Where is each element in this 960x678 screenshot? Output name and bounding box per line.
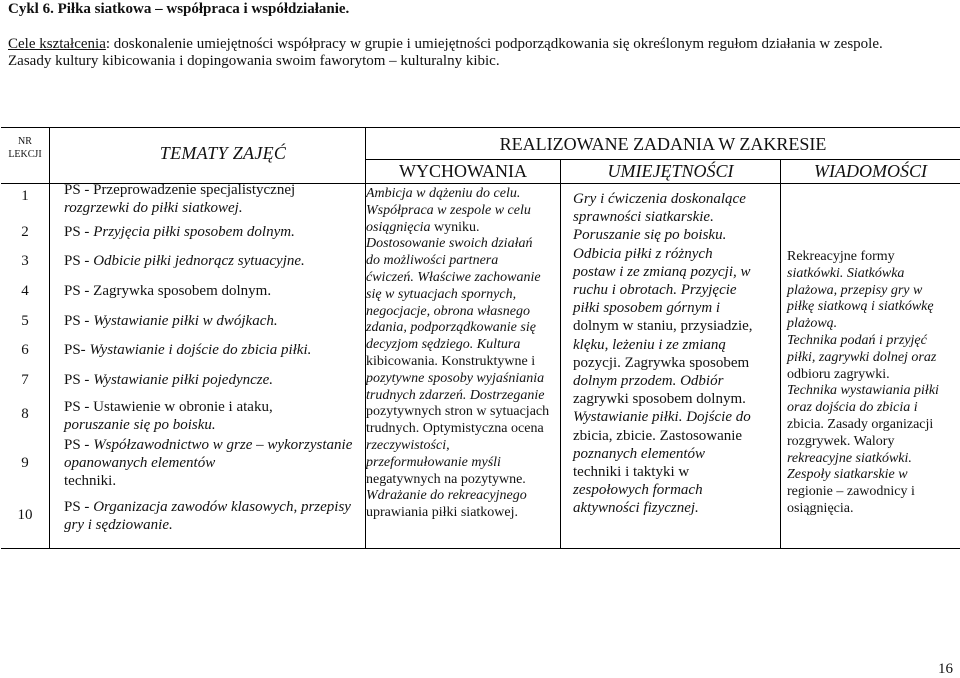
column-line [366,186,560,203]
column-text: klęku, leżeniu i ze zmianą [573,336,726,353]
lesson-number: 1 [21,188,29,204]
column-text: oraz dojścia do zbicia i [787,400,918,416]
column-line [787,467,959,484]
topic-text: rozgrzewki do piłki siatkowej. [64,200,243,216]
topic-text: PS - Przeprowadzenie specjalistycznej [64,182,296,198]
lesson-topic [64,252,358,270]
column-text: Ambicja w dążeniu do celu. [366,186,521,201]
column-text: postaw i ze zmianą pozycji, w [573,263,751,280]
lesson-number: 10 [17,507,33,523]
nr-column-divider [49,127,50,549]
column-text: trudnych zdarzeń. Dostrzeganie [366,387,545,403]
skills-header: UMIEJĘTNOŚCI [607,161,734,181]
column-text: pozycji. Zagrywka sposobem [573,354,750,371]
column-line [366,320,560,337]
lesson-topic [64,398,358,434]
column-line [366,337,560,354]
column-line [787,400,959,417]
column-text: sprawności siatkarskie. [573,209,714,226]
column-text: Rekreacyjne formy [787,249,895,264]
column-line [366,505,560,522]
topic-text: poruszanie się po boisku. [64,417,216,433]
column-line [787,316,959,333]
lesson-topic [64,223,358,241]
skills-column-text [573,190,780,518]
column-text: plażową. [787,316,838,332]
column-line [787,434,959,451]
column-text: Zespoły siatkarskie w [787,467,908,483]
column-line [787,417,959,434]
column-text: Wystawianie piłki. Dojście do [573,409,751,426]
nr-header-line1: NR [18,136,32,147]
column-line [573,299,780,317]
column-text: do możliwości partnera [366,253,499,269]
column-text: Poruszanie się po boisku. [573,227,727,244]
column-line [366,236,560,253]
column-line [366,354,560,371]
column-text: zdania, podporządkowanie się [366,320,536,336]
column-text: negatywnych na pozytywne. [366,471,526,487]
column-text: zbicia, zbicie. Zastosowanie [573,427,743,444]
column-text: Technika wystawiania piłki [787,383,939,399]
column-line [573,390,780,408]
topic-text: Wystawianie piłki w dwójkach. [93,313,278,329]
column-line [787,383,959,400]
column-line [573,481,780,499]
topic-text: PS - Ustawienie w obronie i ataku, [64,399,273,415]
topic-prefix: PS- [64,342,90,358]
column-line [573,263,780,281]
column-text: techniki i taktyki w [573,464,690,481]
topic-text: Przyjęcia piłki sposobem dolnym. [93,224,295,240]
column-line [366,203,560,220]
topic-prefix: PS - [64,313,94,329]
topic-text: Odbicie piłki jednorącz sytuacyjne. [93,253,305,269]
lesson-topic [64,498,358,534]
column-text: kibicowania. Konstruktywne i [366,353,536,369]
table-bottom-border [1,548,960,549]
column-text: Dostosowanie swoich działań [366,236,533,252]
column-line [366,253,560,270]
lesson-topic [64,181,358,217]
column-line [787,283,959,300]
topic-text: techniki. [64,473,117,489]
lesson-number: 2 [21,224,29,240]
column-text: piłki, zagrywki dolnej oraz [787,349,937,365]
page-number: 16 [938,661,953,677]
column-text: rzeczywistości, [366,437,450,453]
topic-text: Wystawianie piłki pojedyncze. [93,372,274,388]
cycle-title: Cykl 6. Piłka siatkowa – współpraca i współdziałanie. [8,1,350,17]
column-text: poznanych elementów [573,445,706,462]
column-text: zagrywki sposobem dolnym. [573,391,746,408]
column-line [573,408,780,426]
topic-text: Wystawianie i dojście do zbicia piłki. [89,342,312,358]
column-text: pozytywne sposoby wyjaśniania [366,370,545,386]
column-line [787,367,959,384]
topic-text: Współzawodnictwo w grze – wykorzystanie opanowanych elementów [64,437,353,471]
column-line [787,501,959,518]
column-line [366,220,560,237]
column-line [787,299,959,316]
topics-header: TEMATY ZAJĘĆ [159,143,287,163]
column-line [366,270,560,287]
column-line [573,336,780,354]
column-line [573,208,780,226]
column-line [366,488,560,505]
lesson-topic [64,341,358,359]
education-goals [8,36,948,70]
lesson-topic [64,282,358,300]
lesson-number: 3 [21,253,29,269]
column-text: odbioru zagrywki. [787,366,890,382]
topic-prefix: PS - [64,499,94,515]
column-text: plażowa, przepisy gry w [787,282,923,298]
lesson-number: 5 [21,313,29,329]
topic-prefix: PS - [64,372,94,388]
column-text: osiągnięcia. [787,500,854,516]
lesson-number: 9 [21,455,29,471]
topic-prefix: PS - [64,253,94,269]
column-text: ruchu i obrotach. Przyjęcie [573,282,737,299]
upbringing-column-text [366,186,560,522]
column-text: zbicia. Zasady organizacji [787,416,934,432]
upbringing-header: WYCHOWANIA [399,161,527,181]
column-text: dolnym przodem. Odbiór [573,373,724,390]
topic-prefix: PS - Zagrywka sposobem dolnym. [64,283,272,299]
column-line [366,304,560,321]
column-line [573,281,780,299]
knowledge-column-text [787,249,959,518]
column-line [366,455,560,472]
column-line [573,226,780,244]
column-line [787,249,959,266]
column-text: uprawiania piłki siatkowej. [366,505,519,521]
column-text: Wdrażanie do rekreacyjnego [366,488,527,504]
column-line [787,451,959,468]
realized-tasks-header: REALIZOWANE ZADANIA W ZAKRESIE [499,134,827,154]
column-line [366,472,560,489]
column-text: się w sytuacjach spornych, [366,286,517,302]
lesson-number-header [1,135,49,161]
column-line [366,371,560,388]
column-line [787,484,959,501]
nr-header-line2: LEKCJI [8,149,42,160]
column-line [573,317,780,335]
column-line [787,350,959,367]
lesson-topic [64,436,358,490]
column-line [573,190,780,208]
column-line [573,354,780,372]
column-line [573,427,780,445]
column-line [573,463,780,481]
column-line [366,438,560,455]
column-text: regionie – zawodnicy i [787,484,915,500]
column-text: siatkówki. Siatkówka [787,265,905,281]
column-text: osiągnięcia [366,219,435,235]
column-text: Gry i ćwiczenia doskonalące [573,191,746,207]
column-line [787,266,959,283]
column-text: pozytywnych stron w sytuacjach [366,404,550,420]
upbringing-column-divider [560,159,561,549]
column-line [366,287,560,304]
column-text: decyzjom sędziego. Kultura [366,337,521,353]
skills-column-divider [780,159,781,549]
lesson-number: 6 [21,342,29,358]
column-text: piłkę siatkową i siatkówkę [787,299,934,315]
column-line [366,404,560,421]
column-text: trudnych. Optymistyczna ocena [366,421,544,437]
column-text: wyniku. [434,219,480,235]
knowledge-header: WIADOMOŚCI [814,161,927,181]
column-text: rozgrywek. Walory [787,433,895,449]
column-text: rekreacyjne siatkówki. [787,450,912,466]
lesson-topic [64,312,358,330]
column-line [787,333,959,350]
column-line [366,388,560,405]
column-text: Odbicia piłki z różnych [573,245,713,262]
column-text: Współpraca w zespole w celu [366,202,531,218]
column-text: Technika podań i przyjęć [787,332,927,348]
goals-label: Cele kształcenia [8,36,106,52]
table-top-border [1,127,960,128]
column-text: ćwiczeń. Właściwe zachowanie [366,269,541,285]
column-text: negocjacje, obrona własnego [366,303,530,319]
culture-rules: Zasady kultury kibicowania i dopingowania swoim faworytom – kulturalny kibic. [8,53,500,69]
lesson-number: 4 [21,283,29,299]
column-line [573,445,780,463]
goals-text: : doskonalenie umiejętności współpracy w grupie i umiejętności podporządkowania się określonym regułom działania w zespole. [105,36,883,52]
column-text: piłki sposobem górnym i [573,300,721,317]
column-line [366,421,560,438]
topic-prefix: PS - [64,437,94,453]
column-line [573,499,780,517]
column-line [573,372,780,390]
lesson-number: 7 [21,372,29,388]
column-text: przeformułowanie myśli [366,454,501,470]
column-text: aktywności fizycznej. [573,500,699,517]
column-line [573,245,780,263]
column-text: zespołowych formach [573,482,703,499]
lesson-number: 8 [21,406,29,422]
lesson-topic [64,371,358,389]
topic-prefix: PS - [64,224,94,240]
column-text: dolnym w staniu, przysiadzie, [573,318,753,335]
topic-text: Organizacja zawodów klasowych, przepisy gry i sędziowanie. [64,499,351,533]
